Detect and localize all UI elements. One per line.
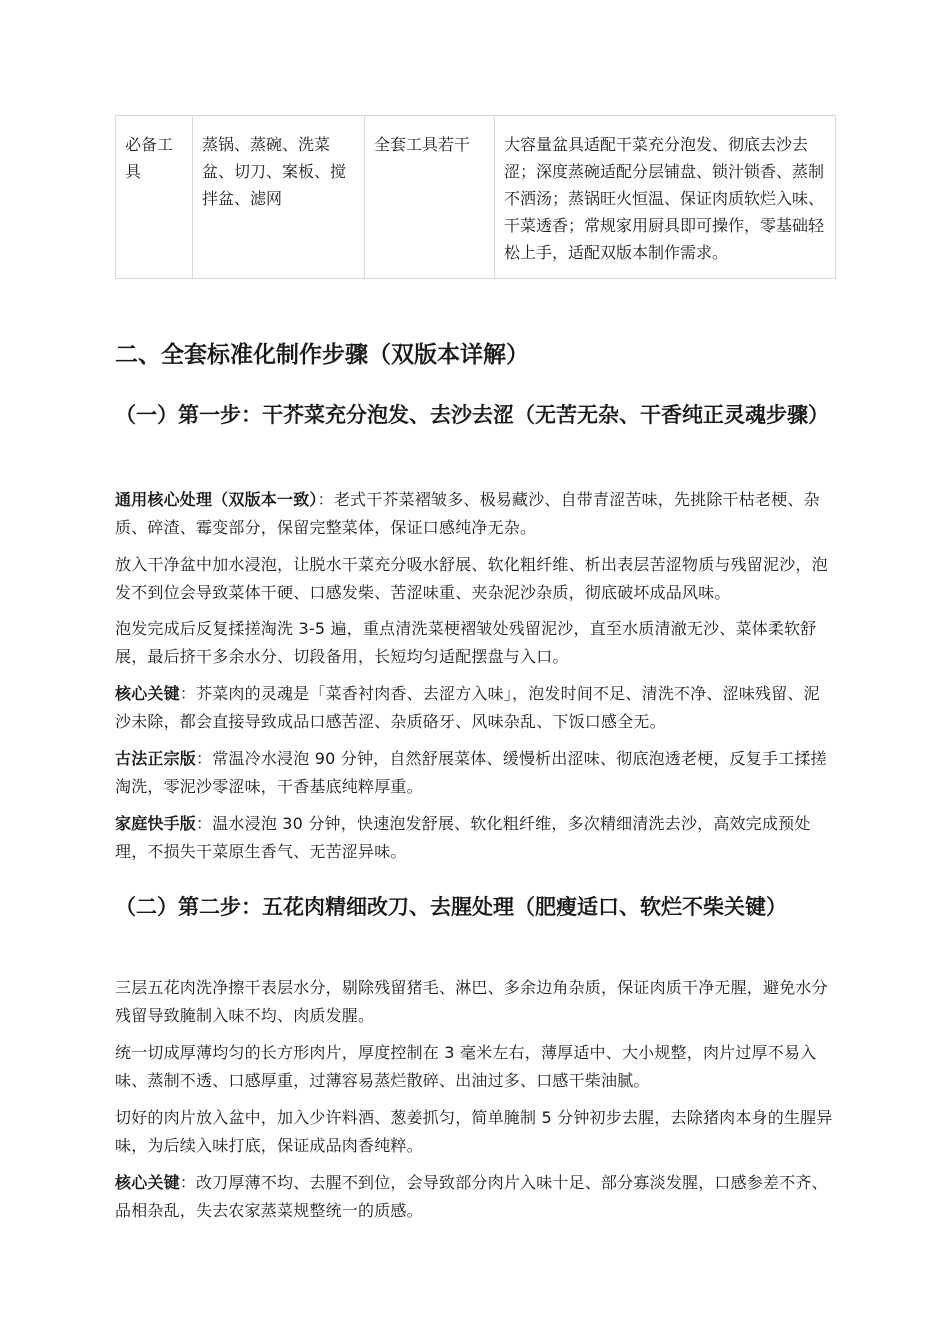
step2-paragraph-2: 统一切成厚薄均匀的长方形肉片，厚度控制在 3 毫米左右，薄厚适中、大小规整，肉片过厚不易入味、蒸制不透、口感厚重，过薄容易蒸烂散碎、出油过多、口感干柴油腻。 — [115, 1043, 817, 1090]
step1-paragraph-5 — [115, 745, 835, 800]
step2-heading: （二）第二步：五花肉精细改刀、去腥处理（肥瘦适口、软烂不柴关键） — [115, 895, 787, 919]
step1-p1-label: 通用核心处理（双版本一致） — [115, 490, 318, 509]
table-row — [116, 116, 836, 279]
step2-paragraph-4 — [115, 1169, 835, 1224]
step1-p4-text: ：芥菜肉的灵魂是「菜香衬肉香、去涩方入味」，泡发时间不足、清洗不净、涩味残留、泥沙未除，都会直接导致成品口感苦涩、杂质硌牙、风味杂乱、下饭口感全无。 — [115, 684, 820, 731]
step1-paragraph-3: 泡发完成后反复揉搓淘洗 3-5 遍，重点清洗菜梗褶皱处残留泥沙，直至水质清澈无沙、菜体柔软舒展，最后挤干多余水分、切段备用，长短均匀适配摆盘与入口。 — [115, 619, 817, 666]
step2-paragraph-3: 切好的肉片放入盆中，加入少许料酒、葱姜抓匀，简单腌制 5 分钟初步去腥，去除猪肉本身的生腥异味，为后续入味打底，保证成品肉香纯粹。 — [115, 1108, 833, 1155]
tools-table — [115, 115, 836, 279]
step1-p4-label: 核心关键 — [115, 684, 180, 703]
step1-paragraph-2: 放入干净盆中加水浸泡，让脱水干菜充分吸水舒展、软化粗纤维、析出表层苦涩物质与残留泥沙，泡发不到位会导致菜体干硬、口感发柴、苦涩味重、夹杂泥沙杂质，彻底破坏成品风味。 — [115, 555, 828, 602]
table-cell-name: 必备工具 — [116, 116, 193, 279]
table-cell-items: 蒸锅、蒸碗、洗菜盆、切刀、案板、搅拌盆、滤网 — [193, 116, 365, 279]
section-heading: 二、全套标准化制作步骤（双版本详解） — [115, 342, 529, 368]
step2-paragraph-1: 三层五花肉洗净擦干表层水分，剔除残留猪毛、淋巴、多余边角杂质，保证肉质干净无腥，避免水分残留导致腌制入味不均、肉质发腥。 — [115, 978, 828, 1025]
step1-p1-text: ：老式干芥菜褶皱多、极易藏沙、自带青涩苦味，先挑除干枯老梗、杂质、碎渣、霉变部分，保留完整菜体，保证口感纯净无杂。 — [115, 490, 820, 537]
step1-p6-text: ：温水浸泡 30 分钟，快速泡发舒展、软化粗纤维，多次精细清洗去沙，高效完成预处理，不损失干菜原生香气、无苦涩异味。 — [115, 814, 811, 861]
step2-p4-text: ：改刀厚薄不均、去腥不到位，会导致部分肉片入味十足、部分寡淡发腥，口感参差不齐、品相杂乱，失去农家蒸菜规整统一的质感。 — [115, 1173, 828, 1220]
step1-paragraph-6 — [115, 810, 835, 865]
step1-p6-label: 家庭快手版 — [115, 814, 197, 833]
step2-p4-label: 核心关键 — [115, 1173, 180, 1192]
table-cell-note: 大容量盆具适配干菜充分泡发、彻底去沙去涩；深度蒸碗适配分层铺盘、锁汁锁香、蒸制不洒汤；蒸锅旺火恒温、保证肉质软烂入味、干菜透香；常规家用厨具即可操作，零基础轻松上手，适配双版本制作需求。 — [495, 116, 836, 279]
document-page — [115, 115, 835, 1220]
step1-p5-label: 古法正宗版 — [115, 749, 197, 768]
step1-heading: （一）第一步：干芥菜充分泡发、去沙去涩（无苦无杂、干香纯正灵魂步骤） — [115, 403, 829, 427]
step1-paragraph-1 — [115, 486, 835, 541]
step1-paragraph-4 — [115, 680, 835, 735]
step1-p5-text: ：常温冷水浸泡 90 分钟，自然舒展菜体、缓慢析出涩味、彻底泡透老梗，反复手工揉搓淘洗，零泥沙零涩味，干香基底纯粹厚重。 — [115, 749, 827, 796]
table-cell-amount: 全套工具若干 — [365, 116, 495, 279]
